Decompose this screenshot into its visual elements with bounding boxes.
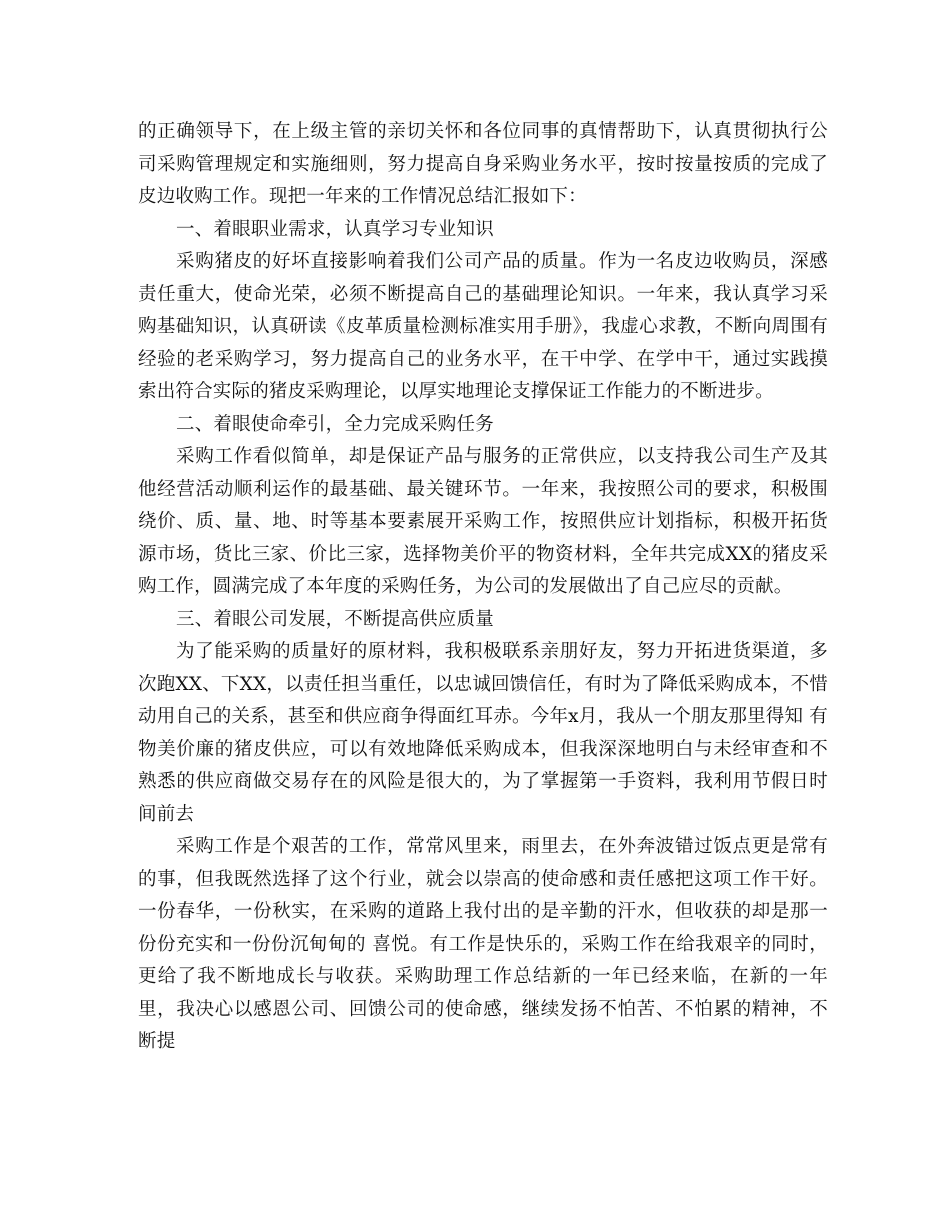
paragraph-section-1: 采购猪皮的好坏直接影响着我们公司产品的质量。作为一名皮边收购员，深感责任重大，使命光荣，必须不断提高自己的基础理论知识。一年来，我认真学习采购基础知识，认真研读《皮革质量检测标准实用手册》，我虚心求教，不断向周围有经验的老采购学习，努力提高自己的业务水平，在干中学、在学中干，通过实践摸索出符合实际的猪皮采购理论，以厚实地理论支撑保证工作能力的不断进步。 xyxy=(138,251,828,402)
document-page xyxy=(138,116,828,1059)
section-heading-2: 二、着眼使命牵引，全力完成采购任务 xyxy=(176,413,494,435)
section-heading-1: 一、着眼职业需求，认真学习专业知识 xyxy=(176,218,494,240)
paragraph-section-2: 采购工作看似简单，却是保证产品与服务的正常供应，以支持我公司生产及其他经营活动顺利运作的最基础、最关键环节。一年来，我按照公司的要求，积极围绕价、质、量、地、时等基本要素展开采购工作，按照供应计划指标，积极开拓货源市场，货比三家、价比三家，选择物美价平的物资材料，全年共完成XX的猪皮采购工作，圆满完成了本年度的采购任务，为公司的发展做出了自己应尽的贡献。 xyxy=(138,446,828,597)
paragraph-closing: 采购工作是个艰苦的工作，常常风里来，雨里去，在外奔波错过饭点更是常有的事，但我既然选择了这个行业，就会以崇高的使命感和责任感把这项工作干好。一份春华，一份秋实，在采购的道路上我付出的是辛勤的汗水，但收获的却是那一份份充实和一份份沉甸甸的 喜悦。有工作是快乐的，采购工作在给我艰辛的同时，更给了我不断地成长与收获。采购助理工作总结新的一年已经来临，在新的一年里，我决心以感恩公司、回馈公司的使命感，继续发扬不怕苦、不怕累的精神，不断提 xyxy=(138,836,828,1052)
section-heading-3: 三、着眼公司发展，不断提高供应质量 xyxy=(176,608,494,630)
paragraph-section-3: 为了能采购的质量好的原材料，我积极联系亲朋好友，努力开拓进货渠道，多次跑XX、下XX，以责任担当重任，以忠诚回馈信任，有时为了降低采购成本，不惜动用自己的关系，甚至和供应商争得面红耳赤。今年x月，我从一个朋友那里得知 有物美价廉的猪皮供应，可以有效地降低采购成本，但我深深地明白与未经审查和不熟悉的供应商做交易存在的风险是很大的，为了掌握第一手资料，我利用节假日时间前去 xyxy=(138,641,828,825)
paragraph-intro: 的正确领导下，在上级主管的亲切关怀和各位同事的真情帮助下，认真贯彻执行公司采购管理规定和实施细则，努力提高自身采购业务水平，按时按量按质的完成了皮边收购工作。现把一年来的工作情况总结汇报如下： xyxy=(138,121,828,207)
